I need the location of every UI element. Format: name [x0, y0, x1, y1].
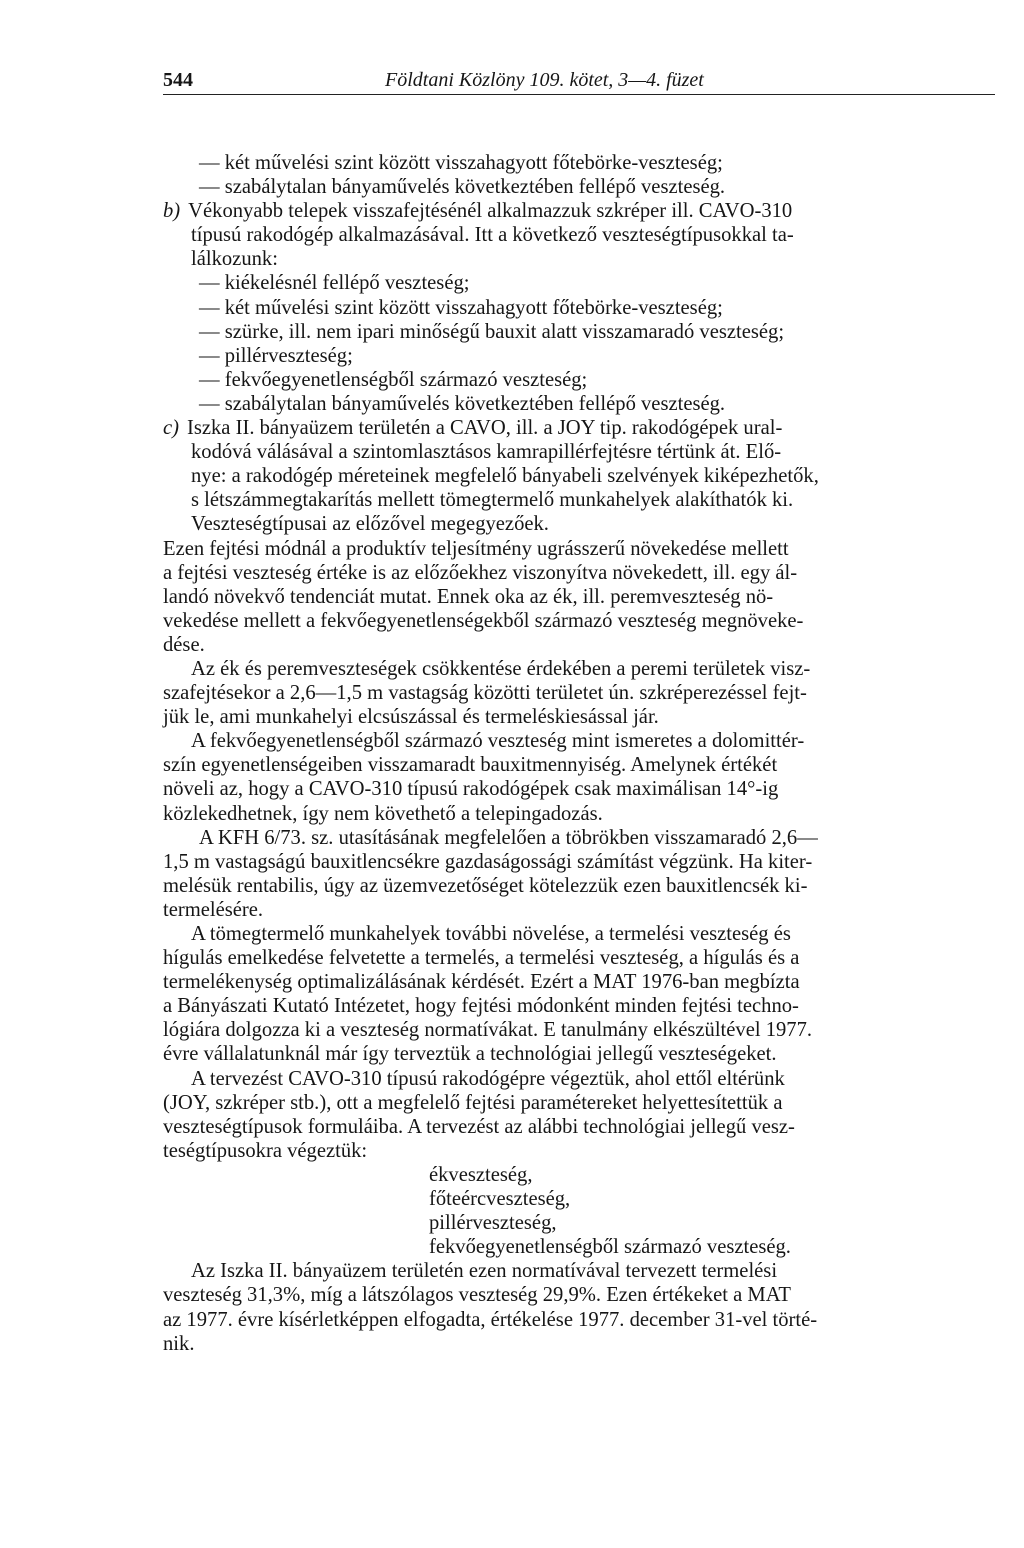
paragraph — [163, 657, 995, 729]
text-line: s létszámmegtakarítás mellett tömegtermelő munkahelyek alakíthatók ki. — [191, 489, 794, 512]
text-line: dése. — [163, 633, 205, 656]
text-line: A KFH 6/73. sz. utasításának megfelelően a töbrökben visszamaradó 2,6— — [199, 826, 818, 849]
text-line: (JOY, szkréper stb.), ott a megfelelő fejtési paramétereket helyettesítettük a — [163, 1091, 783, 1114]
text-line: A tömegtermelő munkahelyek további növelése, a termelési veszteség és — [191, 923, 791, 945]
section-c-first-line — [163, 416, 995, 440]
text-line: a fejtési veszteség értéke is az előzőekhez viszonyítva növekedett, ill. egy ál- — [163, 561, 798, 584]
text-line: melésük rentabilis, úgy az üzemvezetőséget kötelezzük ezen bauxitlencsék ki- — [163, 874, 808, 897]
text-line: Vékonyabb telepek visszafejtésénél alkalmazzuk szkréper ill. CAVO-310 — [188, 200, 793, 223]
text-line: szafejtésekor a 2,6—1,5 m vastagság közötti területet ún. szkréperezéssel fejt- — [163, 682, 807, 705]
section-c-marker: c) — [163, 417, 179, 440]
paragraph — [163, 537, 995, 657]
list-item: főteércveszteség, — [429, 1188, 571, 1211]
text-line: növeli az, hogy a CAVO-310 típusú rakodógépek csak maximálisan 14°-ig — [163, 778, 779, 801]
paragraph — [163, 826, 995, 922]
section-b — [163, 199, 995, 271]
text-line: Ezen fejtési módnál a produktív teljesítmény ugrásszerű növekedése mellett — [163, 537, 789, 560]
list-item: — két művelési szint között visszahagyott főtebörke-veszteség; — [199, 152, 723, 174]
section-b-first-line — [163, 199, 995, 223]
text-line: landó növekvő tendenciát mutat. Ennek oka az ék, ill. peremveszteség nö- — [163, 585, 774, 608]
dash-list-b — [163, 271, 995, 416]
text-line: A tervezést CAVO-310 típusú rakodógépre végeztük, ahol ettől eltérünk — [191, 1067, 785, 1090]
list-item: pillérveszteség, — [429, 1212, 557, 1235]
dash-list-a-continued — [163, 151, 995, 199]
text-line: közlekedhetnek, így nem követhető a telepingadozás. — [163, 802, 603, 825]
text-line: Az ék és peremveszteségek csökkentése érdekében a peremi területek visz- — [191, 657, 811, 680]
text-line: a Bányászati Kutató Intézetet, hogy fejtési módonként minden fejtési techno- — [163, 995, 799, 1018]
list-item: — szürke, ill. nem ipari minőségű bauxit alatt visszamaradó veszteség; — [199, 320, 785, 343]
article-body — [163, 151, 995, 1356]
list-item: fekvőegyenetlenségből származó veszteség. — [429, 1236, 791, 1259]
text-line: Veszteségtípusai az előzővel megegyezőek. — [191, 513, 549, 536]
page-number: 544 — [163, 69, 193, 91]
loss-type-list — [163, 1163, 995, 1259]
text-line: nik. — [163, 1332, 195, 1355]
list-item: — fekvőegyenetlenségből származó veszteség; — [199, 368, 588, 391]
text-line: lálkozunk: — [191, 248, 278, 271]
text-line: vekedése mellett a fekvőegyenetlenségekből származó veszteség megnöveke- — [163, 609, 804, 632]
text-line: Iszka II. bányaüzem területén a CAVO, ill. a JOY tip. rakodógépek ural- — [187, 417, 783, 440]
text-line: veszteség 31,3%, míg a látszólagos veszteség 29,9%. Ezen értékeket a MAT — [163, 1284, 791, 1307]
text-line: A fekvőegyenetlenségből származó veszteség mint ismeretes a dolomittér- — [191, 730, 805, 753]
list-item: ékveszteség, — [429, 1163, 533, 1186]
text-line: jük le, ami munkahelyi elcsúszással és termeléskiesással jár. — [163, 706, 659, 729]
paragraph — [163, 1067, 995, 1163]
text-line: szín egyenetlenségeiben visszamaradt bauxitmennyiség. Amelynek értékét — [163, 754, 778, 777]
text-line: nye: a rakodógép méreteinek megfelelő bányabeli szelvények kiképezhetők, — [191, 465, 819, 488]
text-line: teségtípusokra végeztük: — [163, 1139, 368, 1162]
text-line: kodóvá válásával a szintomlasztásos kamrapillérfejtésre tértünk át. Elő- — [191, 441, 782, 464]
list-item: — szabálytalan bányaművelés következtében fellépő veszteség. — [199, 176, 726, 199]
text-line: az 1977. évre kísérletképpen elfogadta, értékelése 1977. december 31-vel törté- — [163, 1308, 818, 1331]
list-item: — kiékelésnél fellépő veszteség; — [199, 272, 470, 295]
section-b-marker: b) — [163, 200, 181, 223]
text-line: hígulás emelkedése felvetette a termelés, a termelési veszteség, a hígulás és a — [163, 947, 800, 970]
text-line: 1,5 m vastagságú bauxitlencsékre gazdaságossági számítást végzünk. Ha kiter- — [163, 850, 813, 873]
text-line: termelésére. — [163, 898, 264, 921]
text-line: lógiára dolgozza ki a veszteség normatívákat. E tanulmány elkészültével 1977. — [163, 1019, 813, 1042]
text-line: veszteségtípusok formuláiba. A tervezést az alábbi technológiai jellegű vesz- — [163, 1115, 795, 1138]
running-head: Földtani Közlöny 109. kötet, 3—4. füzet — [385, 69, 704, 91]
paragraph — [163, 729, 995, 825]
journal-page — [163, 68, 995, 1356]
text-line: Az Iszka II. bányaüzem területén ezen normatívával tervezett termelési — [191, 1260, 778, 1283]
list-item: — pillérveszteség; — [199, 344, 353, 367]
page-header — [163, 68, 995, 95]
section-c — [163, 416, 995, 536]
list-item: — két művelési szint között visszahagyott főtebörke-veszteség; — [199, 296, 723, 319]
text-line: típusú rakodógép alkalmazásával. Itt a következő veszteségtípusokkal ta- — [191, 224, 794, 247]
text-line: termelékenység optimalizálásának kérdését. Ezért a MAT 1976-ban megbízta — [163, 971, 800, 994]
list-item: — szabálytalan bányaművelés következtében fellépő veszteség. — [199, 392, 726, 415]
text-line: évre vállalatunknál már így terveztük a technológiai jellegű veszteségeket. — [163, 1043, 777, 1066]
paragraph — [163, 922, 995, 1067]
paragraph — [163, 1259, 995, 1355]
